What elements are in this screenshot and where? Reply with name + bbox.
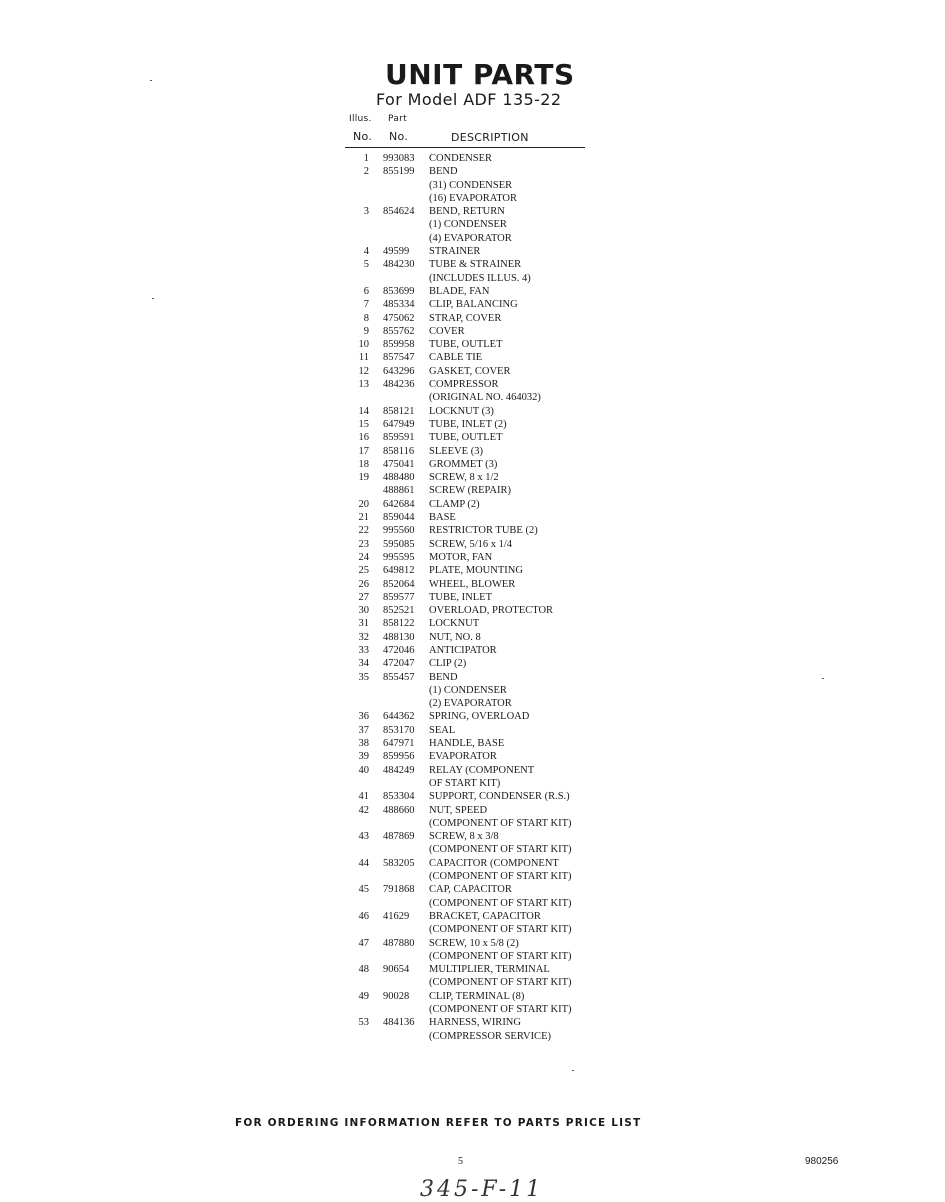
part-number-cell: [373, 684, 429, 697]
illus-number-cell: [345, 697, 373, 710]
description-cell: LOCKNUT (3): [429, 405, 494, 417]
illus-number-cell: 16: [358, 432, 369, 444]
description-cell: GROMMET (3): [429, 458, 498, 470]
description-cell: SCREW, 5/16 x 1/4: [429, 538, 513, 550]
table-row: [345, 564, 605, 577]
part-number-cell: 647971: [383, 738, 415, 750]
table-row: [345, 671, 605, 684]
description-cell: HARNESS, WIRING: [429, 1017, 521, 1029]
illus-number-cell: [345, 179, 373, 192]
illus-number-cell: 43: [358, 831, 369, 843]
illus-number-cell: 26: [358, 578, 369, 590]
part-number-cell: 643296: [383, 365, 415, 377]
table-row: [345, 551, 605, 564]
part-number-cell: 472047: [383, 658, 415, 670]
table-row: [345, 1016, 605, 1029]
table-row: [345, 471, 605, 484]
description-cell: SCREW (REPAIR): [429, 485, 511, 497]
illus-number-cell: 4: [363, 246, 369, 258]
illus-number-cell: 42: [358, 804, 369, 816]
part-number-cell: [373, 777, 429, 790]
description-cell: BASE: [429, 512, 456, 524]
illus-number-cell: 2: [363, 166, 369, 178]
description-cell: BEND: [429, 166, 458, 178]
table-row: [345, 351, 605, 364]
part-number-cell: [373, 192, 429, 205]
illus-number-cell: [345, 923, 373, 936]
part-number-cell: 858122: [383, 618, 415, 630]
illus-number-cell: [345, 817, 373, 830]
illus-number-cell: 40: [358, 764, 369, 776]
illus-number-cell: [345, 232, 373, 245]
description-cell: COMPRESSOR: [429, 379, 499, 391]
part-number-cell: 488861: [383, 485, 415, 497]
part-number-cell: [373, 843, 429, 856]
illus-number-cell: 12: [358, 365, 369, 377]
illus-number-cell: 23: [358, 538, 369, 550]
part-number-cell: 488480: [383, 472, 415, 484]
table-row: [345, 285, 605, 298]
description-cell: BRACKET, CAPACITOR: [429, 910, 541, 922]
table-row: [345, 710, 605, 723]
table-row: [345, 365, 605, 378]
illus-number-cell: [345, 272, 373, 285]
description-cell: NUT, NO. 8: [429, 631, 481, 643]
description-cell: SPRING, OVERLOAD: [429, 711, 530, 723]
description-cell: PLATE, MOUNTING: [429, 565, 523, 577]
illus-number-cell: 33: [358, 644, 369, 656]
table-row: [345, 325, 605, 338]
part-number-cell: 475062: [383, 312, 415, 324]
description-cell: SCREW, 8 x 1/2: [429, 472, 499, 484]
description-cell: TUBE & STRAINER: [429, 259, 522, 271]
table-row: [345, 152, 605, 165]
illus-number-cell: 20: [358, 498, 369, 510]
table-row: [345, 445, 605, 458]
illus-number-cell: [345, 218, 373, 231]
column-label-illus: Illus.: [349, 114, 372, 124]
part-number-cell: 853170: [383, 724, 415, 736]
illus-number-cell: [345, 777, 373, 790]
part-number-cell: 488660: [383, 804, 415, 816]
part-number-cell: 854624: [383, 206, 415, 218]
description-cell: (4) EVAPORATOR: [429, 232, 512, 244]
part-number-cell: 487869: [383, 831, 415, 843]
part-number-cell: 583205: [383, 857, 415, 869]
illus-number-cell: 11: [358, 352, 369, 364]
illus-number-cell: 3: [363, 206, 369, 218]
illus-number-cell: 34: [358, 658, 369, 670]
part-number-cell: 642684: [383, 498, 415, 510]
part-number-cell: 858116: [383, 445, 415, 457]
illus-number-cell: 14: [358, 405, 369, 417]
table-row: [345, 405, 605, 418]
description-cell: (COMPONENT OF START KIT): [429, 844, 572, 856]
description-cell: CABLE TIE: [429, 352, 483, 364]
illus-number-cell: 5: [363, 259, 369, 271]
scan-speck: [822, 678, 824, 679]
illus-number-cell: [345, 1030, 373, 1043]
table-row: [345, 644, 605, 657]
table-row: [345, 737, 605, 750]
description-cell: RESTRICTOR TUBE (2): [429, 525, 538, 537]
description-cell: COVER: [429, 325, 465, 337]
part-number-cell: [373, 391, 429, 404]
description-cell: TUBE, INLET: [429, 591, 492, 603]
illus-number-cell: 7: [363, 299, 369, 311]
part-number-cell: 90028: [383, 990, 410, 1002]
description-cell: TUBE, INLET (2): [429, 418, 507, 430]
table-row: [345, 272, 605, 285]
table-row: [345, 298, 605, 311]
illus-number-cell: 39: [358, 751, 369, 763]
table-row: [345, 963, 605, 976]
table-row: [345, 750, 605, 763]
table-row: [345, 657, 605, 670]
description-cell: (INCLUDES ILLUS. 4): [429, 272, 531, 284]
illus-number-cell: 24: [358, 551, 369, 563]
illus-number-cell: 37: [358, 724, 369, 736]
description-cell: RELAY (COMPONENT: [429, 764, 535, 776]
description-cell: (COMPONENT OF START KIT): [429, 897, 572, 909]
illus-number-cell: 47: [358, 937, 369, 949]
table-row: [345, 391, 605, 404]
part-number-cell: 857547: [383, 352, 415, 364]
table-row: [345, 192, 605, 205]
part-number-cell: 852521: [383, 605, 415, 617]
column-label-part: Part: [388, 114, 407, 124]
table-row: [345, 218, 605, 231]
illus-number-cell: 32: [358, 631, 369, 643]
table-row: [345, 484, 605, 497]
page-title: UNIT PARTS: [385, 58, 575, 91]
part-number-cell: 488130: [383, 631, 415, 643]
part-number-cell: 49599: [383, 246, 410, 258]
scan-speck: [572, 1070, 574, 1071]
illus-number-cell: [345, 391, 373, 404]
illus-number-cell: 17: [358, 445, 369, 457]
part-number-cell: [373, 817, 429, 830]
part-number-cell: 90654: [383, 964, 410, 976]
description-cell: (COMPONENT OF START KIT): [429, 977, 572, 989]
part-number-cell: 484230: [383, 259, 415, 271]
illus-number-cell: 44: [358, 857, 369, 869]
column-label-illus-no: No.: [353, 130, 373, 143]
illus-number-cell: 21: [358, 512, 369, 524]
part-number-cell: [373, 923, 429, 936]
description-cell: OF START KIT): [429, 777, 501, 789]
table-row: [345, 312, 605, 325]
table-row: [345, 232, 605, 245]
description-cell: SUPPORT, CONDENSER (R.S.): [429, 791, 570, 803]
table-row: [345, 245, 605, 258]
table-row: [345, 817, 605, 830]
table-row: [345, 631, 605, 644]
description-cell: TUBE, OUTLET: [429, 432, 503, 444]
part-number-cell: [373, 218, 429, 231]
part-number-cell: 859577: [383, 591, 415, 603]
part-number-cell: 855762: [383, 325, 415, 337]
description-cell: EVAPORATOR: [429, 751, 497, 763]
table-row: [345, 538, 605, 551]
illus-number-cell: 19: [358, 472, 369, 484]
description-cell: CONDENSER: [429, 153, 493, 164]
description-cell: LOCKNUT: [429, 618, 480, 630]
table-row: [345, 697, 605, 710]
part-number-cell: 852064: [383, 578, 415, 590]
illus-number-cell: 31: [358, 618, 369, 630]
description-cell: HANDLE, BASE: [429, 738, 505, 750]
part-number-cell: [373, 232, 429, 245]
part-number-cell: 472046: [383, 644, 415, 656]
table-row: [345, 578, 605, 591]
illus-number-cell: [345, 484, 373, 497]
description-cell: WHEEL, BLOWER: [429, 578, 516, 590]
part-number-cell: 484136: [383, 1017, 415, 1029]
part-number-cell: [373, 897, 429, 910]
illus-number-cell: 22: [358, 525, 369, 537]
description-cell: (COMPONENT OF START KIT): [429, 817, 572, 829]
part-number-cell: 993083: [383, 153, 415, 164]
table-row: [345, 777, 605, 790]
illus-number-cell: 45: [358, 884, 369, 896]
table-row: [345, 431, 605, 444]
illus-number-cell: 27: [358, 591, 369, 603]
description-cell: SCREW, 10 x 5/8 (2): [429, 937, 519, 949]
parts-table: [345, 152, 605, 1043]
table-row: [345, 990, 605, 1003]
illus-number-cell: [345, 843, 373, 856]
table-row: [345, 179, 605, 192]
table-row: [345, 857, 605, 870]
part-number-cell: 791868: [383, 884, 415, 896]
illus-number-cell: [345, 897, 373, 910]
part-number-cell: 595085: [383, 538, 415, 550]
description-cell: OVERLOAD, PROTECTOR: [429, 605, 554, 617]
illus-number-cell: 18: [358, 458, 369, 470]
description-cell: (COMPONENT OF START KIT): [429, 924, 572, 936]
part-number-cell: 484249: [383, 764, 415, 776]
part-number-cell: 855199: [383, 166, 415, 178]
description-cell: (2) EVAPORATOR: [429, 698, 512, 710]
part-number-cell: 859956: [383, 751, 415, 763]
illus-number-cell: 38: [358, 738, 369, 750]
part-number-cell: 853304: [383, 791, 415, 803]
description-cell: (1) CONDENSER: [429, 219, 507, 231]
table-row: [345, 897, 605, 910]
part-number-cell: 859591: [383, 432, 415, 444]
part-number-cell: 995560: [383, 525, 415, 537]
part-number-cell: [373, 976, 429, 989]
part-number-cell: [373, 1030, 429, 1043]
part-number-cell: 995595: [383, 551, 415, 563]
part-number-cell: 644362: [383, 711, 415, 723]
part-number-cell: 475041: [383, 458, 415, 470]
model-subtitle: For Model ADF 135-22: [376, 90, 562, 109]
illus-number-cell: [345, 1003, 373, 1016]
table-row: [345, 684, 605, 697]
part-number-cell: 649812: [383, 565, 415, 577]
handwritten-note: 345-F-11: [420, 1177, 544, 1202]
illus-number-cell: 13: [358, 379, 369, 391]
ordering-note: FOR ORDERING INFORMATION REFER TO PARTS PRICE LIST: [235, 1117, 642, 1129]
table-row: [345, 604, 605, 617]
description-cell: CLAMP (2): [429, 498, 480, 510]
document-number: 980256: [805, 1156, 839, 1167]
part-number-cell: 853699: [383, 285, 415, 297]
description-cell: BLADE, FAN: [429, 285, 490, 297]
description-cell: SCREW, 8 x 3/8: [429, 831, 499, 843]
description-cell: MOTOR, FAN: [429, 551, 493, 563]
table-row: [345, 830, 605, 843]
table-row: [345, 843, 605, 856]
part-number-cell: 487880: [383, 937, 415, 949]
table-row: [345, 591, 605, 604]
illus-number-cell: 35: [358, 671, 369, 683]
description-cell: STRAINER: [429, 246, 481, 258]
table-row: [345, 1003, 605, 1016]
description-cell: (COMPONENT OF START KIT): [429, 871, 572, 883]
table-row: [345, 338, 605, 351]
table-row: [345, 1030, 605, 1043]
table-row: [345, 524, 605, 537]
description-cell: (COMPRESSOR SERVICE): [429, 1030, 551, 1042]
description-cell: CAPACITOR (COMPONENT: [429, 857, 559, 869]
description-cell: BEND, RETURN: [429, 206, 505, 218]
illus-number-cell: 1: [363, 153, 369, 164]
part-number-cell: 855457: [383, 671, 415, 683]
column-label-part-no: No.: [389, 130, 409, 143]
part-number-cell: 859958: [383, 339, 415, 351]
illus-number-cell: 48: [358, 964, 369, 976]
table-row: [345, 458, 605, 471]
table-row: [345, 418, 605, 431]
illus-number-cell: [345, 976, 373, 989]
illus-number-cell: [345, 870, 373, 883]
table-row: [345, 870, 605, 883]
table-row: [345, 976, 605, 989]
description-cell: (COMPONENT OF START KIT): [429, 950, 572, 962]
table-row: [345, 937, 605, 950]
part-number-cell: 484236: [383, 379, 415, 391]
illus-number-cell: [345, 192, 373, 205]
part-number-cell: [373, 1003, 429, 1016]
part-number-cell: 858121: [383, 405, 415, 417]
table-row: [345, 205, 605, 218]
table-row: [345, 950, 605, 963]
description-cell: CLIP (2): [429, 658, 467, 670]
table-row: [345, 511, 605, 524]
description-cell: (1) CONDENSER: [429, 684, 507, 696]
description-cell: TUBE, OUTLET: [429, 339, 503, 351]
description-cell: (31) CONDENSER: [429, 179, 513, 191]
part-number-cell: 41629: [383, 910, 410, 922]
description-cell: MULTIPLIER, TERMINAL: [429, 964, 550, 976]
description-cell: GASKET, COVER: [429, 365, 511, 377]
header-divider: [345, 147, 585, 148]
table-row: [345, 883, 605, 896]
illus-number-cell: 9: [363, 325, 369, 337]
description-cell: (COMPONENT OF START KIT): [429, 1004, 572, 1015]
table-row: [345, 790, 605, 803]
table-row: [345, 498, 605, 511]
table-row: [345, 258, 605, 271]
illus-number-cell: 41: [358, 791, 369, 803]
illus-number-cell: 30: [358, 605, 369, 617]
illus-number-cell: 8: [363, 312, 369, 324]
part-number-cell: 859044: [383, 512, 415, 524]
illus-number-cell: 49: [358, 990, 369, 1002]
table-row: [345, 378, 605, 391]
column-label-description: DESCRIPTION: [451, 131, 529, 144]
table-row: [345, 165, 605, 178]
description-cell: CLIP, BALANCING: [429, 299, 518, 311]
illus-number-cell: 25: [358, 565, 369, 577]
description-cell: CAP, CAPACITOR: [429, 884, 512, 896]
table-row: [345, 617, 605, 630]
description-cell: (16) EVAPORATOR: [429, 192, 517, 204]
page-number: 5: [458, 1156, 463, 1167]
part-number-cell: [373, 272, 429, 285]
part-number-cell: 647949: [383, 418, 415, 430]
description-cell: SLEEVE (3): [429, 445, 483, 457]
part-number-cell: [373, 950, 429, 963]
scan-speck: [152, 298, 154, 299]
description-cell: CLIP, TERMINAL (8): [429, 990, 525, 1002]
illus-number-cell: 15: [358, 418, 369, 430]
illus-number-cell: 10: [358, 339, 369, 351]
table-row: [345, 764, 605, 777]
description-cell: NUT, SPEED: [429, 804, 488, 816]
illus-number-cell: 36: [358, 711, 369, 723]
part-number-cell: 485334: [383, 299, 415, 311]
illus-number-cell: [345, 684, 373, 697]
description-cell: ANTICIPATOR: [429, 644, 497, 656]
illus-number-cell: 6: [363, 285, 369, 297]
table-row: [345, 910, 605, 923]
part-number-cell: [373, 697, 429, 710]
part-number-cell: [373, 179, 429, 192]
illus-number-cell: 46: [358, 910, 369, 922]
table-row: [345, 923, 605, 936]
part-number-cell: [373, 870, 429, 883]
illus-number-cell: [345, 950, 373, 963]
description-cell: BEND: [429, 671, 458, 683]
illus-number-cell: 53: [358, 1017, 369, 1029]
table-row: [345, 804, 605, 817]
scan-speck: [150, 80, 152, 81]
description-cell: SEAL: [429, 724, 456, 736]
description-cell: STRAP, COVER: [429, 312, 502, 324]
table-row: [345, 724, 605, 737]
description-cell: (ORIGINAL NO. 464032): [429, 392, 541, 404]
